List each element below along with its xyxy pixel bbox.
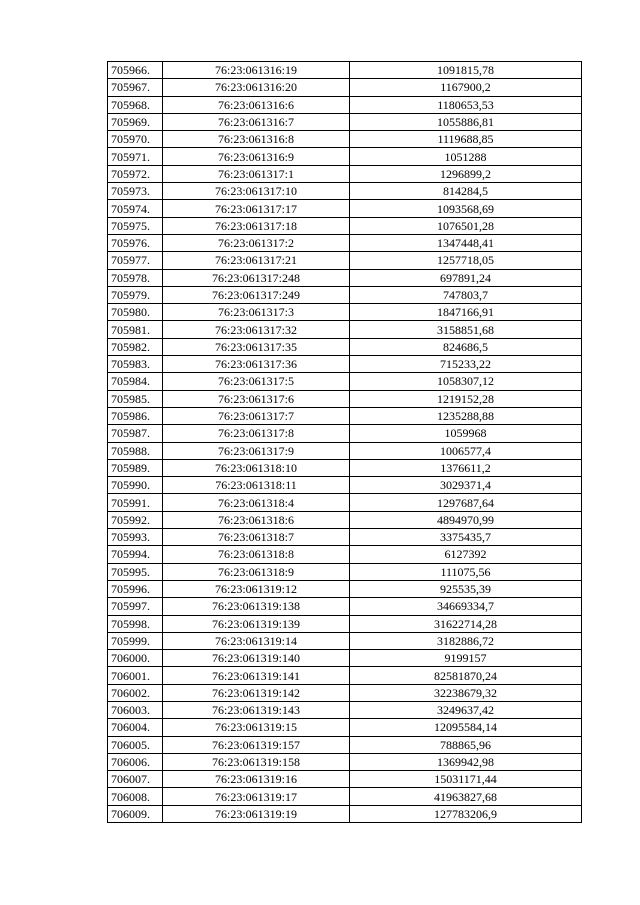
cadastral-number-cell: 76:23:061317:18 xyxy=(163,217,350,234)
table-row xyxy=(108,736,582,753)
cadastral-number-cell: 76:23:061317:248 xyxy=(163,269,350,286)
cadastral-value-cell: 6127392 xyxy=(350,546,582,563)
cadastral-value-cell: 1059968 xyxy=(350,425,582,442)
cadastral-number-cell: 76:23:061316:20 xyxy=(163,79,350,96)
table-row xyxy=(108,252,582,269)
row-number-cell: 705985. xyxy=(108,390,163,407)
row-number-cell: 705967. xyxy=(108,79,163,96)
table-row xyxy=(108,234,582,251)
cadastral-number-cell: 76:23:061318:7 xyxy=(163,529,350,546)
table-row xyxy=(108,356,582,373)
cadastral-value-cell: 12095584,14 xyxy=(350,719,582,736)
cadastral-number-cell: 76:23:061317:1 xyxy=(163,165,350,182)
row-number-cell: 705977. xyxy=(108,252,163,269)
cadastral-number-cell: 76:23:061317:6 xyxy=(163,390,350,407)
cadastral-number-cell: 76:23:061319:19 xyxy=(163,805,350,822)
cadastral-value-cell: 1296899,2 xyxy=(350,165,582,182)
row-number-cell: 705966. xyxy=(108,62,163,79)
cadastral-number-cell: 76:23:061317:7 xyxy=(163,407,350,424)
cadastral-number-cell: 76:23:061318:11 xyxy=(163,477,350,494)
row-number-cell: 706001. xyxy=(108,667,163,684)
row-number-cell: 705994. xyxy=(108,546,163,563)
cadastral-number-cell: 76:23:061317:5 xyxy=(163,373,350,390)
cadastral-number-cell: 76:23:061316:8 xyxy=(163,131,350,148)
cadastral-number-cell: 76:23:061316:6 xyxy=(163,96,350,113)
row-number-cell: 705970. xyxy=(108,131,163,148)
table-row xyxy=(108,286,582,303)
table-row xyxy=(108,200,582,217)
cadastral-number-cell: 76:23:061316:9 xyxy=(163,148,350,165)
table-row xyxy=(108,667,582,684)
table-body xyxy=(108,62,582,823)
cadastral-value-cell: 1219152,28 xyxy=(350,390,582,407)
row-number-cell: 705976. xyxy=(108,234,163,251)
cadastral-number-cell: 76:23:061316:7 xyxy=(163,113,350,130)
table-row xyxy=(108,425,582,442)
table-row xyxy=(108,771,582,788)
row-number-cell: 705991. xyxy=(108,494,163,511)
cadastral-number-cell: 76:23:061318:10 xyxy=(163,459,350,476)
cadastral-value-cell: 1180653,53 xyxy=(350,96,582,113)
row-number-cell: 705978. xyxy=(108,269,163,286)
table-row xyxy=(108,373,582,390)
table-row xyxy=(108,131,582,148)
cadastral-value-cell: 3375435,7 xyxy=(350,529,582,546)
row-number-cell: 705981. xyxy=(108,321,163,338)
cadastral-value-table xyxy=(107,61,582,823)
row-number-cell: 705998. xyxy=(108,615,163,632)
table-row xyxy=(108,407,582,424)
table-row xyxy=(108,62,582,79)
row-number-cell: 705969. xyxy=(108,113,163,130)
table-row xyxy=(108,390,582,407)
cadastral-number-cell: 76:23:061319:15 xyxy=(163,719,350,736)
cadastral-value-cell: 1376611,2 xyxy=(350,459,582,476)
cadastral-value-cell: 1369942,98 xyxy=(350,753,582,770)
table-row xyxy=(108,719,582,736)
cadastral-value-cell: 1093568,69 xyxy=(350,200,582,217)
cadastral-number-cell: 76:23:061319:138 xyxy=(163,598,350,615)
table-row xyxy=(108,632,582,649)
cadastral-number-cell: 76:23:061319:158 xyxy=(163,753,350,770)
table-row xyxy=(108,442,582,459)
row-number-cell: 705988. xyxy=(108,442,163,459)
cadastral-number-cell: 76:23:061319:157 xyxy=(163,736,350,753)
cadastral-number-cell: 76:23:061319:142 xyxy=(163,684,350,701)
cadastral-value-cell: 1006577,4 xyxy=(350,442,582,459)
cadastral-number-cell: 76:23:061317:32 xyxy=(163,321,350,338)
table-row xyxy=(108,321,582,338)
table-row xyxy=(108,494,582,511)
cadastral-value-cell: 1347448,41 xyxy=(350,234,582,251)
table-row xyxy=(108,148,582,165)
cadastral-number-cell: 76:23:061319:141 xyxy=(163,667,350,684)
table-row xyxy=(108,511,582,528)
row-number-cell: 705997. xyxy=(108,598,163,615)
cadastral-value-cell: 1847166,91 xyxy=(350,304,582,321)
cadastral-value-cell: 1058307,12 xyxy=(350,373,582,390)
row-number-cell: 705982. xyxy=(108,338,163,355)
cadastral-value-cell: 3029371,4 xyxy=(350,477,582,494)
row-number-cell: 705974. xyxy=(108,200,163,217)
cadastral-value-cell: 4894970,99 xyxy=(350,511,582,528)
row-number-cell: 705980. xyxy=(108,304,163,321)
table-row xyxy=(108,113,582,130)
cadastral-number-cell: 76:23:061317:10 xyxy=(163,183,350,200)
cadastral-value-cell: 814284,5 xyxy=(350,183,582,200)
row-number-cell: 705995. xyxy=(108,563,163,580)
cadastral-number-cell: 76:23:061318:8 xyxy=(163,546,350,563)
row-number-cell: 706007. xyxy=(108,771,163,788)
cadastral-value-cell: 3182886,72 xyxy=(350,632,582,649)
cadastral-value-cell: 1167900,2 xyxy=(350,79,582,96)
cadastral-number-cell: 76:23:061316:19 xyxy=(163,62,350,79)
cadastral-value-cell: 82581870,24 xyxy=(350,667,582,684)
row-number-cell: 705990. xyxy=(108,477,163,494)
table-row xyxy=(108,96,582,113)
cadastral-value-cell: 788865,96 xyxy=(350,736,582,753)
table-row xyxy=(108,79,582,96)
cadastral-value-cell: 1119688,85 xyxy=(350,131,582,148)
cadastral-value-cell: 41963827,68 xyxy=(350,788,582,805)
table-row xyxy=(108,598,582,615)
table-row xyxy=(108,546,582,563)
row-number-cell: 705968. xyxy=(108,96,163,113)
cadastral-value-cell: 747803,7 xyxy=(350,286,582,303)
table-row xyxy=(108,217,582,234)
table-row xyxy=(108,269,582,286)
cadastral-value-cell: 31622714,28 xyxy=(350,615,582,632)
cadastral-value-cell: 1297687,64 xyxy=(350,494,582,511)
table-row xyxy=(108,165,582,182)
table-row xyxy=(108,477,582,494)
table-row xyxy=(108,701,582,718)
row-number-cell: 705987. xyxy=(108,425,163,442)
row-number-cell: 705996. xyxy=(108,580,163,597)
table-row xyxy=(108,529,582,546)
row-number-cell: 706008. xyxy=(108,788,163,805)
cadastral-value-cell: 1076501,28 xyxy=(350,217,582,234)
row-number-cell: 706002. xyxy=(108,684,163,701)
row-number-cell: 705983. xyxy=(108,356,163,373)
row-number-cell: 706000. xyxy=(108,650,163,667)
cadastral-value-cell: 824686,5 xyxy=(350,338,582,355)
cadastral-number-cell: 76:23:061317:8 xyxy=(163,425,350,442)
table-row xyxy=(108,304,582,321)
cadastral-value-cell: 715233,22 xyxy=(350,356,582,373)
row-number-cell: 705989. xyxy=(108,459,163,476)
cadastral-value-cell: 32238679,32 xyxy=(350,684,582,701)
row-number-cell: 705986. xyxy=(108,407,163,424)
cadastral-number-cell: 76:23:061319:143 xyxy=(163,701,350,718)
cadastral-value-cell: 15031171,44 xyxy=(350,771,582,788)
table-row xyxy=(108,753,582,770)
cadastral-number-cell: 76:23:061319:16 xyxy=(163,771,350,788)
table-row xyxy=(108,580,582,597)
cadastral-number-cell: 76:23:061319:139 xyxy=(163,615,350,632)
cadastral-value-cell: 127783206,9 xyxy=(350,805,582,822)
cadastral-value-cell: 9199157 xyxy=(350,650,582,667)
cadastral-value-cell: 3158851,68 xyxy=(350,321,582,338)
row-number-cell: 705971. xyxy=(108,148,163,165)
cadastral-number-cell: 76:23:061317:9 xyxy=(163,442,350,459)
table-row xyxy=(108,338,582,355)
cadastral-number-cell: 76:23:061319:12 xyxy=(163,580,350,597)
cadastral-value-cell: 1055886,81 xyxy=(350,113,582,130)
cadastral-number-cell: 76:23:061317:21 xyxy=(163,252,350,269)
cadastral-value-cell: 3249637,42 xyxy=(350,701,582,718)
row-number-cell: 706006. xyxy=(108,753,163,770)
row-number-cell: 706009. xyxy=(108,805,163,822)
cadastral-value-cell: 1051288 xyxy=(350,148,582,165)
cadastral-number-cell: 76:23:061317:36 xyxy=(163,356,350,373)
row-number-cell: 705993. xyxy=(108,529,163,546)
table-row xyxy=(108,615,582,632)
row-number-cell: 705972. xyxy=(108,165,163,182)
row-number-cell: 705999. xyxy=(108,632,163,649)
row-number-cell: 705984. xyxy=(108,373,163,390)
table-row xyxy=(108,563,582,580)
cadastral-number-cell: 76:23:061317:35 xyxy=(163,338,350,355)
table-row xyxy=(108,183,582,200)
row-number-cell: 705992. xyxy=(108,511,163,528)
row-number-cell: 706005. xyxy=(108,736,163,753)
row-number-cell: 706004. xyxy=(108,719,163,736)
table-row xyxy=(108,788,582,805)
cadastral-value-cell: 111075,56 xyxy=(350,563,582,580)
cadastral-value-cell: 34669334,7 xyxy=(350,598,582,615)
cadastral-number-cell: 76:23:061318:4 xyxy=(163,494,350,511)
row-number-cell: 705979. xyxy=(108,286,163,303)
cadastral-number-cell: 76:23:061319:17 xyxy=(163,788,350,805)
row-number-cell: 705975. xyxy=(108,217,163,234)
table-row xyxy=(108,684,582,701)
cadastral-value-cell: 1235288,88 xyxy=(350,407,582,424)
cadastral-number-cell: 76:23:061319:14 xyxy=(163,632,350,649)
cadastral-number-cell: 76:23:061318:6 xyxy=(163,511,350,528)
cadastral-number-cell: 76:23:061317:249 xyxy=(163,286,350,303)
cadastral-number-cell: 76:23:061317:2 xyxy=(163,234,350,251)
cadastral-number-cell: 76:23:061318:9 xyxy=(163,563,350,580)
cadastral-number-cell: 76:23:061317:17 xyxy=(163,200,350,217)
row-number-cell: 705973. xyxy=(108,183,163,200)
table-row xyxy=(108,805,582,822)
table-row xyxy=(108,459,582,476)
table-row xyxy=(108,650,582,667)
cadastral-value-cell: 697891,24 xyxy=(350,269,582,286)
cadastral-value-cell: 1091815,78 xyxy=(350,62,582,79)
cadastral-number-cell: 76:23:061317:3 xyxy=(163,304,350,321)
row-number-cell: 706003. xyxy=(108,701,163,718)
cadastral-number-cell: 76:23:061319:140 xyxy=(163,650,350,667)
cadastral-value-cell: 925535,39 xyxy=(350,580,582,597)
cadastral-value-cell: 1257718,05 xyxy=(350,252,582,269)
